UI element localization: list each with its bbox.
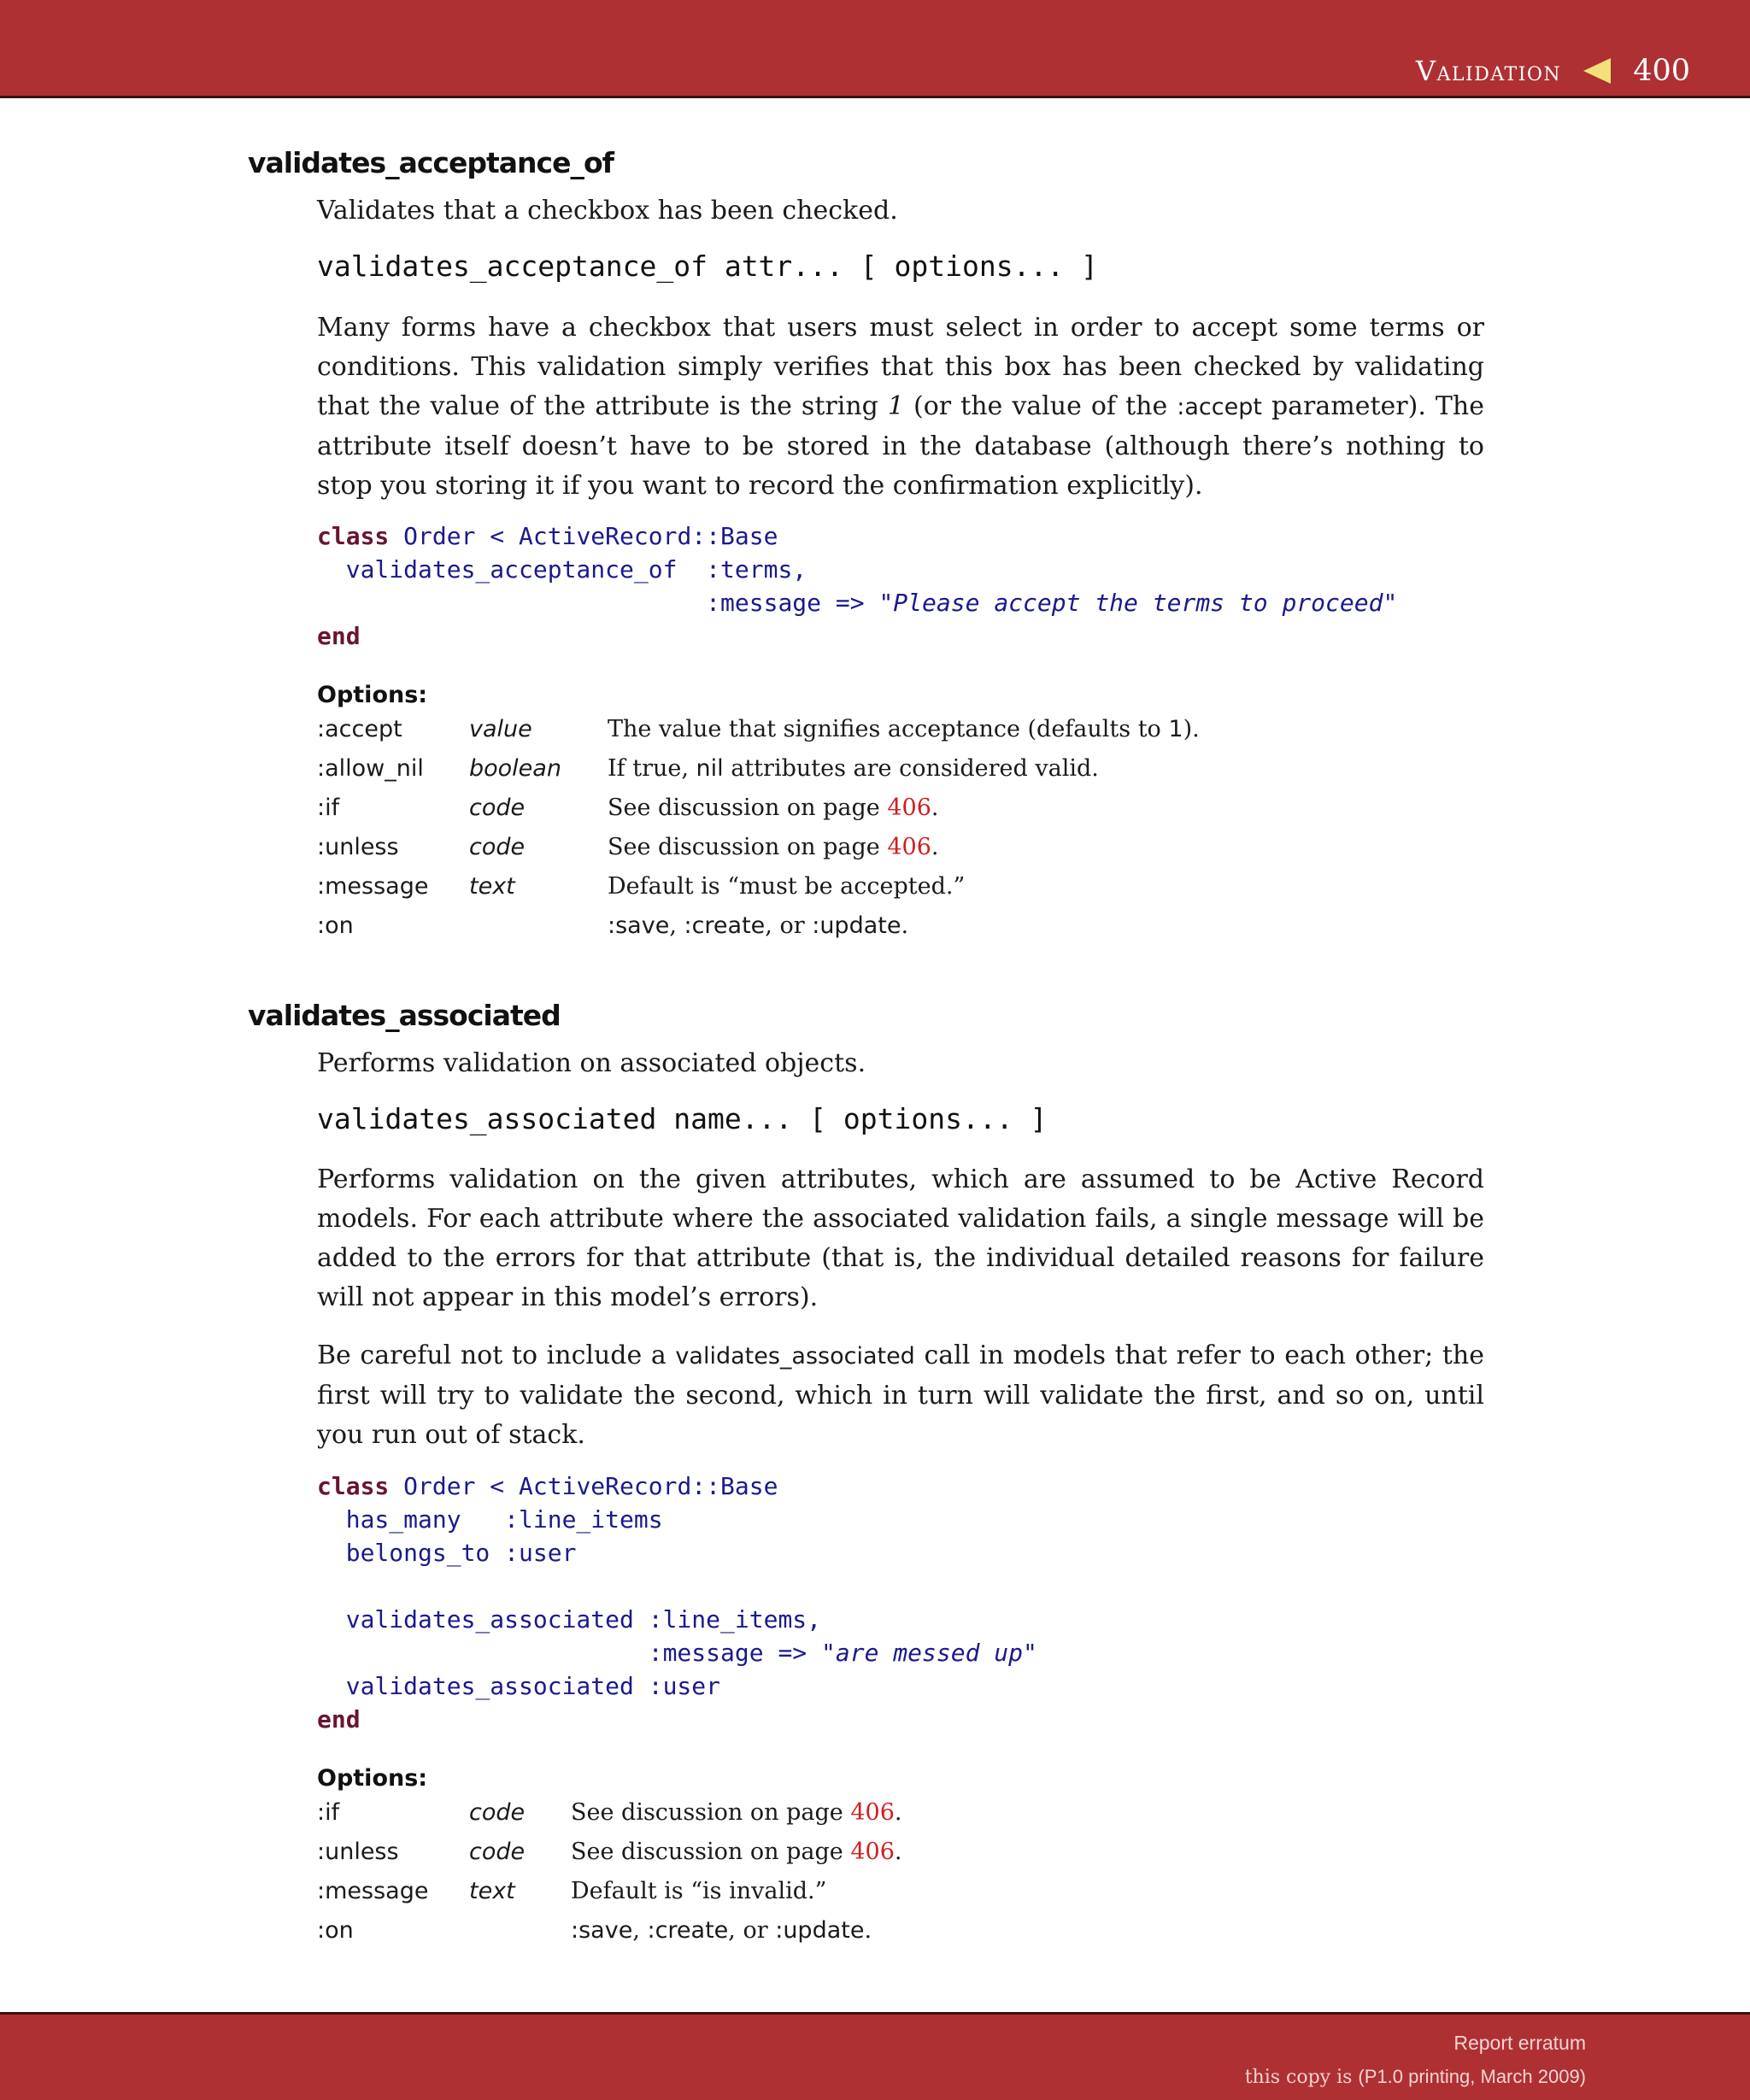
page-header [0, 0, 1750, 98]
page-link[interactable]: 406 [887, 834, 931, 860]
description-paragraph: Many forms have a checkbox that users must select in order to accept some terms or conditions. This validation simply verifies that this box has been checked by validating that the value of the attribute is the string 1 (or the value of the :accept parameter). The attribute itself doesn’t have to be stored in the database (although there’s nothing to stop you storing it if you want to record the confirmation explicitly). [317, 313, 1484, 501]
running-title: Validation [1415, 55, 1562, 87]
page-link[interactable]: 406 [850, 1799, 895, 1826]
printing-info: this copy is (P1.0 printing, March 2009) [1244, 2066, 1586, 2088]
page-link[interactable]: 406 [887, 795, 931, 821]
options-heading: Options: [317, 682, 428, 708]
back-arrow-icon[interactable] [1583, 58, 1611, 84]
option-row: :message text Default is “is invalid.” [317, 1878, 827, 1904]
option-row: :on :save, :create, or :update. [317, 1917, 872, 1944]
code-example: class Order < ActiveRecord::Base has_many :line_items belongs_to :user validates_associated :line_items, :message => "are messed up" validates_associated :user end [317, 1472, 1037, 1733]
section-title-acceptance: validates_acceptance_of [248, 146, 614, 179]
option-row: :message text Default is “must be accepted.” [317, 873, 966, 900]
section-summary: Validates that a checkbox has been checked. [317, 196, 898, 226]
section-summary: Performs validation on associated objects. [317, 1048, 866, 1078]
description-paragraph: Performs validation on the given attributes, which are assumed to be Active Record models. For each attribute where the associated validation fails, a single message will be added to the errors for that attribute (that is, the individual detailed reasons for failure will not appear in this model’s errors). [317, 1164, 1484, 1312]
option-row: :unless code See discussion on page 406. [317, 1839, 902, 1865]
header-nav [1416, 50, 1690, 92]
option-row: :allow_nil boolean If true, nil attributes are considered valid. [317, 755, 1099, 782]
page-link[interactable]: 406 [850, 1839, 895, 1865]
option-row: :if code See discussion on page 406. [317, 795, 939, 821]
method-signature: validates_associated name... [ options... ] [317, 1102, 1048, 1135]
option-row: :on :save, :create, or :update. [317, 912, 909, 939]
page-number: 400 [1633, 54, 1690, 88]
code-example: class Order < ActiveRecord::Base validates_acceptance_of :terms, :message => "Please accept the terms to proceed" end [317, 522, 1398, 650]
section-title-associated: validates_associated [248, 999, 561, 1032]
option-row: :unless code See discussion on page 406. [317, 834, 939, 860]
option-row: :if code See discussion on page 406. [317, 1799, 902, 1826]
warning-paragraph: Be careful not to include a validates_associated call in models that refer to each other; the first will try to validate the second, which in turn will validate the first, and so on, until you run out of stack. [317, 1340, 1485, 1450]
option-row: :accept value The value that signifies acceptance (defaults to 1). [317, 716, 1200, 742]
options-heading: Options: [317, 1765, 428, 1792]
page-footer [0, 2012, 1750, 2100]
report-erratum-link[interactable]: Report erratum [1453, 2032, 1586, 2054]
method-signature: validates_acceptance_of attr... [ options... ] [317, 249, 1098, 283]
